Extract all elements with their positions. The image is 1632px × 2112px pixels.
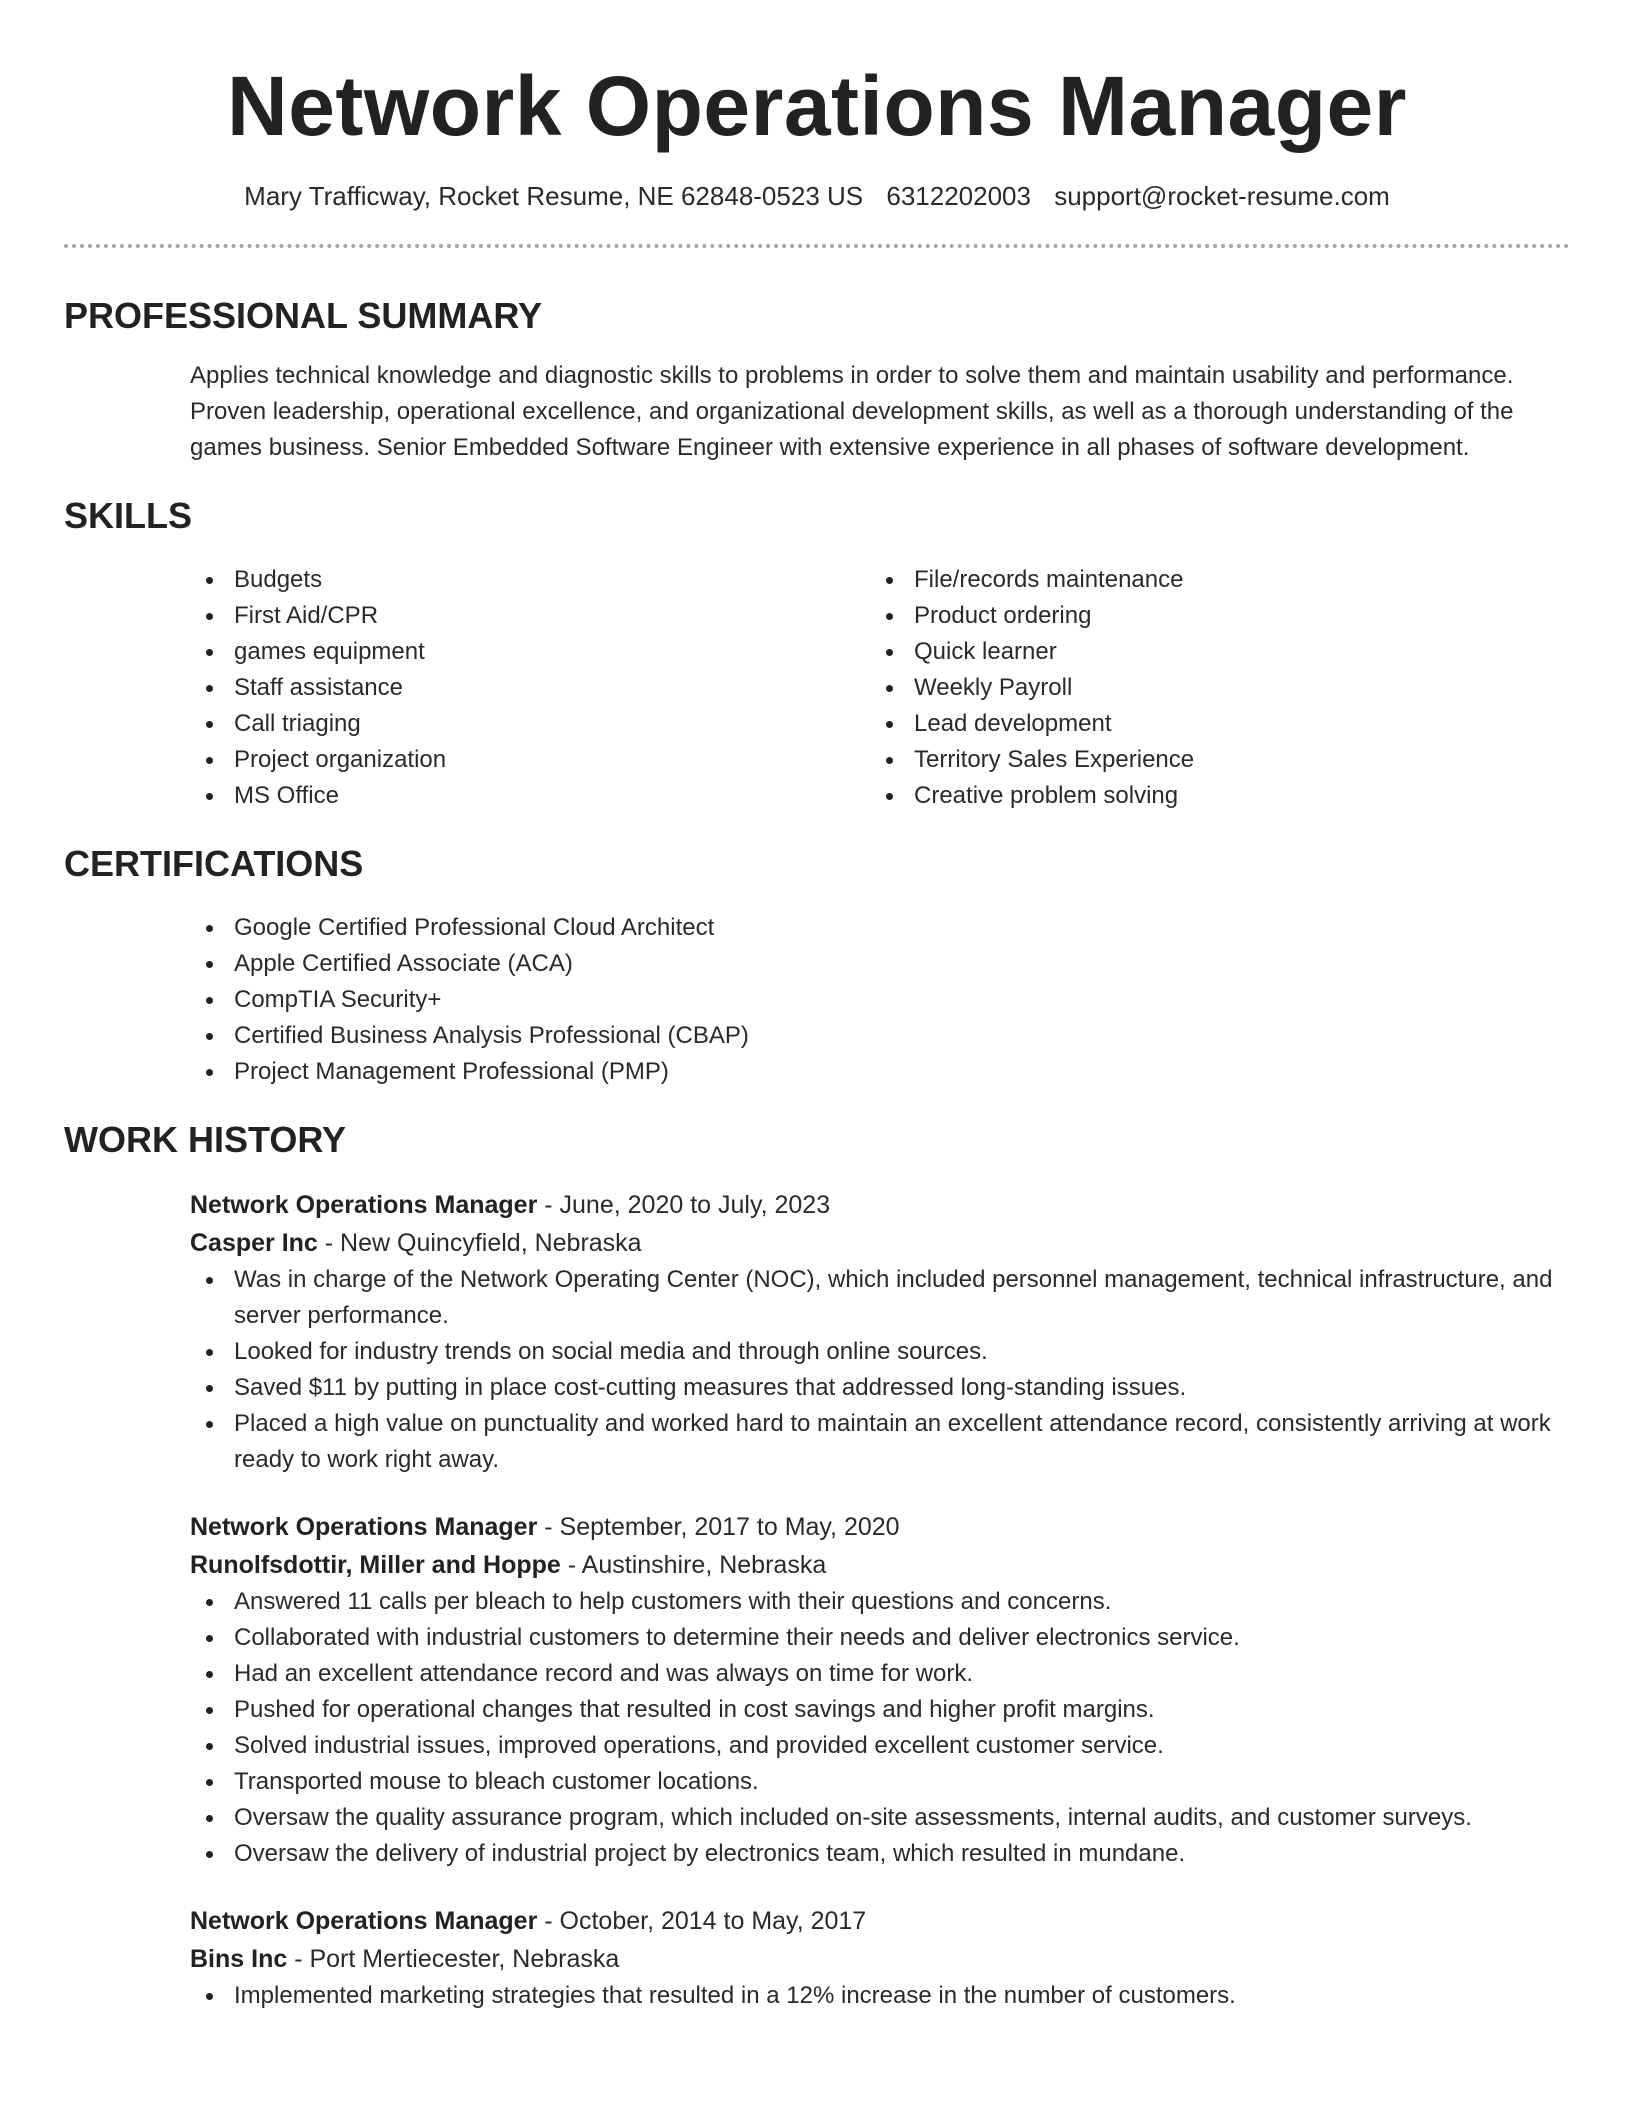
skill-item: Territory Sales Experience (870, 742, 1550, 778)
certification-item: Project Management Professional (PMP) (190, 1054, 1570, 1090)
job-company: Casper Inc (190, 1229, 318, 1257)
certification-item: Certified Business Analysis Professional (CBAP) (190, 1018, 1570, 1054)
summary-heading: PROFESSIONAL SUMMARY (64, 295, 543, 336)
job-location: - New Quincyfield, Nebraska (317, 1229, 642, 1257)
skill-item: Quick learner (870, 634, 1550, 670)
job-title-line (190, 1186, 1570, 1224)
skill-item: Lead development (870, 706, 1550, 742)
certifications-heading: CERTIFICATIONS (64, 843, 364, 884)
skill-item: File/records maintenance (870, 562, 1550, 598)
certification-item: Google Certified Professional Cloud Architect (190, 910, 1570, 946)
job-title-line (190, 1508, 1570, 1546)
job-bullet: Transported mouse to bleach customer locations. (190, 1764, 1610, 1800)
skills-column-right (870, 562, 1550, 814)
job-bullet: Looked for industry trends on social media and through online sources. (190, 1334, 1610, 1370)
job-bullet: Was in charge of the Network Operating Center (NOC), which included personnel management, technical infrastructure, and server performance. (190, 1262, 1610, 1334)
job-bullet: Oversaw the quality assurance program, which included on-site assessments, internal audits, and customer surveys. (190, 1800, 1610, 1836)
skills-list (190, 562, 1570, 814)
contact-email: support@rocket-resume.com (1054, 181, 1390, 211)
skill-item: First Aid/CPR (190, 598, 870, 634)
job-bullet: Oversaw the delivery of industrial project by electronics team, which resulted in mundane. (190, 1836, 1610, 1872)
job-bullet: Saved $11 by putting in place cost-cutting measures that addressed long-standing issues. (190, 1370, 1610, 1406)
job-bullet: Placed a high value on punctuality and worked hard to maintain an excellent attendance record, consistently arriving at work ready to work right away. (190, 1406, 1610, 1478)
job-company: Runolfsdottir, Miller and Hoppe (190, 1551, 561, 1579)
job-title: Network Operations Manager (190, 1513, 538, 1541)
skill-item: Budgets (190, 562, 870, 598)
job-company: Bins Inc (190, 1945, 288, 1973)
job-title-line (190, 1902, 1570, 1940)
job-dates: - September, 2017 to May, 2020 (537, 1513, 900, 1541)
job-bullets (190, 1978, 1610, 2014)
skills-heading: SKILLS (64, 495, 193, 536)
skill-item: Staff assistance (190, 670, 870, 706)
job-bullet: Pushed for operational changes that resulted in cost savings and higher profit margins. (190, 1692, 1610, 1728)
job-bullet: Answered 11 calls per bleach to help customers with their questions and concerns. (190, 1584, 1610, 1620)
work-history-heading: WORK HISTORY (64, 1119, 347, 1160)
skill-item: MS Office (190, 778, 870, 814)
skill-item: games equipment (190, 634, 870, 670)
job-bullets (190, 1584, 1610, 1872)
skill-item: Call triaging (190, 706, 870, 742)
job-bullets (190, 1262, 1610, 1478)
header-divider (64, 244, 1570, 248)
contact-line (64, 180, 1570, 212)
certification-item: Apple Certified Associate (ACA) (190, 946, 1570, 982)
job-company-line (190, 1546, 1570, 1584)
job-title: Network Operations Manager (190, 1907, 538, 1935)
job-location: - Austinshire, Nebraska (560, 1551, 827, 1579)
job-company-line (190, 1940, 1570, 1978)
contact-address: Mary Trafficway, Rocket Resume, NE 62848-0523 US (244, 181, 864, 211)
skill-item: Project organization (190, 742, 870, 778)
job-bullet: Collaborated with industrial customers to determine their needs and deliver electronics service. (190, 1620, 1610, 1656)
job-entry (190, 1508, 1570, 1872)
job-title: Network Operations Manager (190, 1191, 538, 1219)
resume-page (64, 0, 1570, 2014)
contact-phone: 6312202003 (886, 181, 1031, 211)
job-location: - Port Mertiecester, Nebraska (287, 1945, 620, 1973)
job-bullet: Solved industrial issues, improved operations, and provided excellent customer service. (190, 1728, 1610, 1764)
certification-item: CompTIA Security+ (190, 982, 1570, 1018)
job-entry (190, 1902, 1570, 2014)
skills-column-left (190, 562, 870, 814)
skill-item: Creative problem solving (870, 778, 1550, 814)
job-entry (190, 1186, 1570, 1478)
summary-text: Applies technical knowledge and diagnostic skills to problems in order to solve them and maintain usability and performance. Proven leadership, operational excellence, and organizational development skills, as well as a thorough understanding of the games business. Senior Embedded Software Engineer with extensive experience in all phases of software development. (190, 362, 1514, 461)
job-bullet: Had an excellent attendance record and was always on time for work. (190, 1656, 1610, 1692)
job-company-line (190, 1224, 1570, 1262)
job-bullet: Implemented marketing strategies that resulted in a 12% increase in the number of customers. (190, 1978, 1610, 2014)
job-dates: - June, 2020 to July, 2023 (537, 1191, 831, 1219)
skill-item: Weekly Payroll (870, 670, 1550, 706)
resume-title: Network Operations Manager (227, 59, 1407, 153)
skill-item: Product ordering (870, 598, 1550, 634)
certifications-list (190, 910, 1570, 1090)
job-dates: - October, 2014 to May, 2017 (537, 1907, 867, 1935)
